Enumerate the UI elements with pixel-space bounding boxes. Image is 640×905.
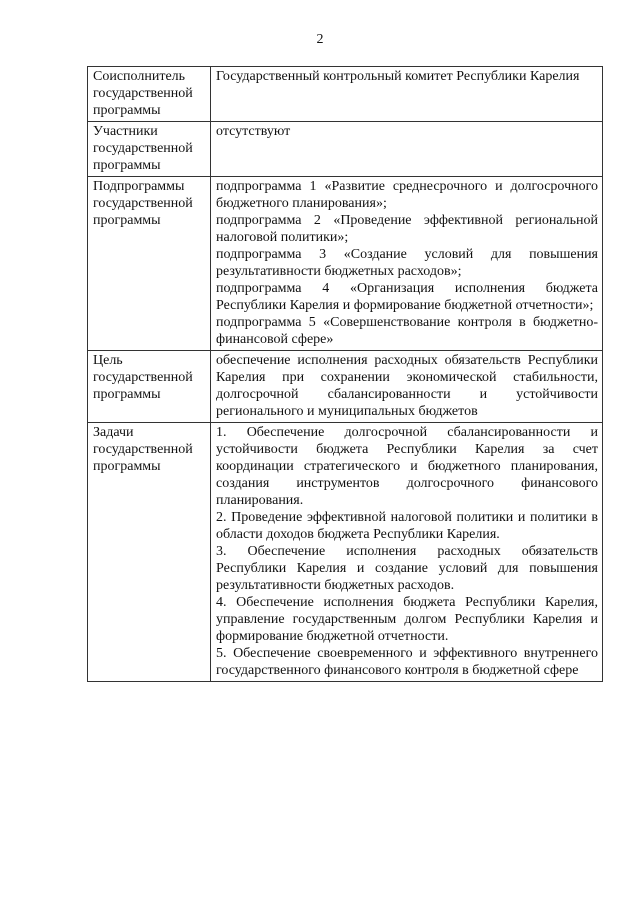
row-value — [211, 351, 603, 423]
row-value — [211, 67, 603, 122]
value-paragraph: 2. Проведение эффективной налоговой политики и политики в области доходов бюджета Республики Карелия. — [216, 510, 598, 542]
table-row-participants — [88, 122, 603, 177]
program-passport-table — [87, 66, 603, 682]
row-label: Задачи государственной программы — [88, 423, 211, 682]
page-number: 2 — [316, 32, 324, 47]
table-row-co-executor — [88, 67, 603, 122]
value-paragraph: обеспечение исполнения расходных обязательств Республики Карелия при сохранении экономической стабильности, долгосрочной сбалансированности и устойчивости регионального и муниципальных бюджетов — [216, 353, 598, 419]
row-label: Участники государственной программы — [88, 122, 211, 177]
row-label: Подпрограммы государственной программы — [88, 177, 211, 351]
value-paragraph: подпрограмма 2 «Проведение эффективной региональной налоговой политики»; — [216, 213, 598, 245]
table-row-tasks — [88, 423, 603, 682]
value-paragraph: 5. Обеспечение своевременного и эффективного внутреннего государственного финансового контроля в бюджетной сфере — [216, 646, 598, 678]
row-label: Цель государственной программы — [88, 351, 211, 423]
row-label: Соисполнитель государственной программы — [88, 67, 211, 122]
value-paragraph: 4. Обеспечение исполнения бюджета Республики Карелия, управление государственным долгом Республики Карелия и формирование бюджетной отчетности. — [216, 595, 598, 644]
value-paragraph: подпрограмма 5 «Совершенствование контроля в бюджетно-финансовой сфере» — [216, 315, 598, 347]
value-paragraph: подпрограмма 4 «Организация исполнения бюджета Республики Карелия и формирование бюджетной отчетности»; — [216, 281, 598, 313]
table-row-goal — [88, 351, 603, 423]
table-row-subprograms — [88, 177, 603, 351]
value-paragraph: 1. Обеспечение долгосрочной сбалансированности и устойчивости бюджета Республики Карелия за счет координации стратегического и бюджетного планирования, создания инструментов долгосрочного финансового планирования. — [216, 425, 598, 508]
row-value — [211, 177, 603, 351]
value-paragraph: подпрограмма 1 «Развитие среднесрочного и долгосрочного бюджетного планирования»; — [216, 179, 598, 211]
value-paragraph: Государственный контрольный комитет Республики Карелия — [216, 69, 580, 84]
row-value — [211, 122, 603, 177]
row-value — [211, 423, 603, 682]
value-paragraph: 3. Обеспечение исполнения расходных обязательств Республики Карелия и создание условий для повышения результативности бюджетных расходов. — [216, 544, 598, 593]
value-paragraph: подпрограмма 3 «Создание условий для повышения результативности бюджетных расходов»; — [216, 247, 598, 279]
value-paragraph: отсутствуют — [216, 124, 291, 139]
